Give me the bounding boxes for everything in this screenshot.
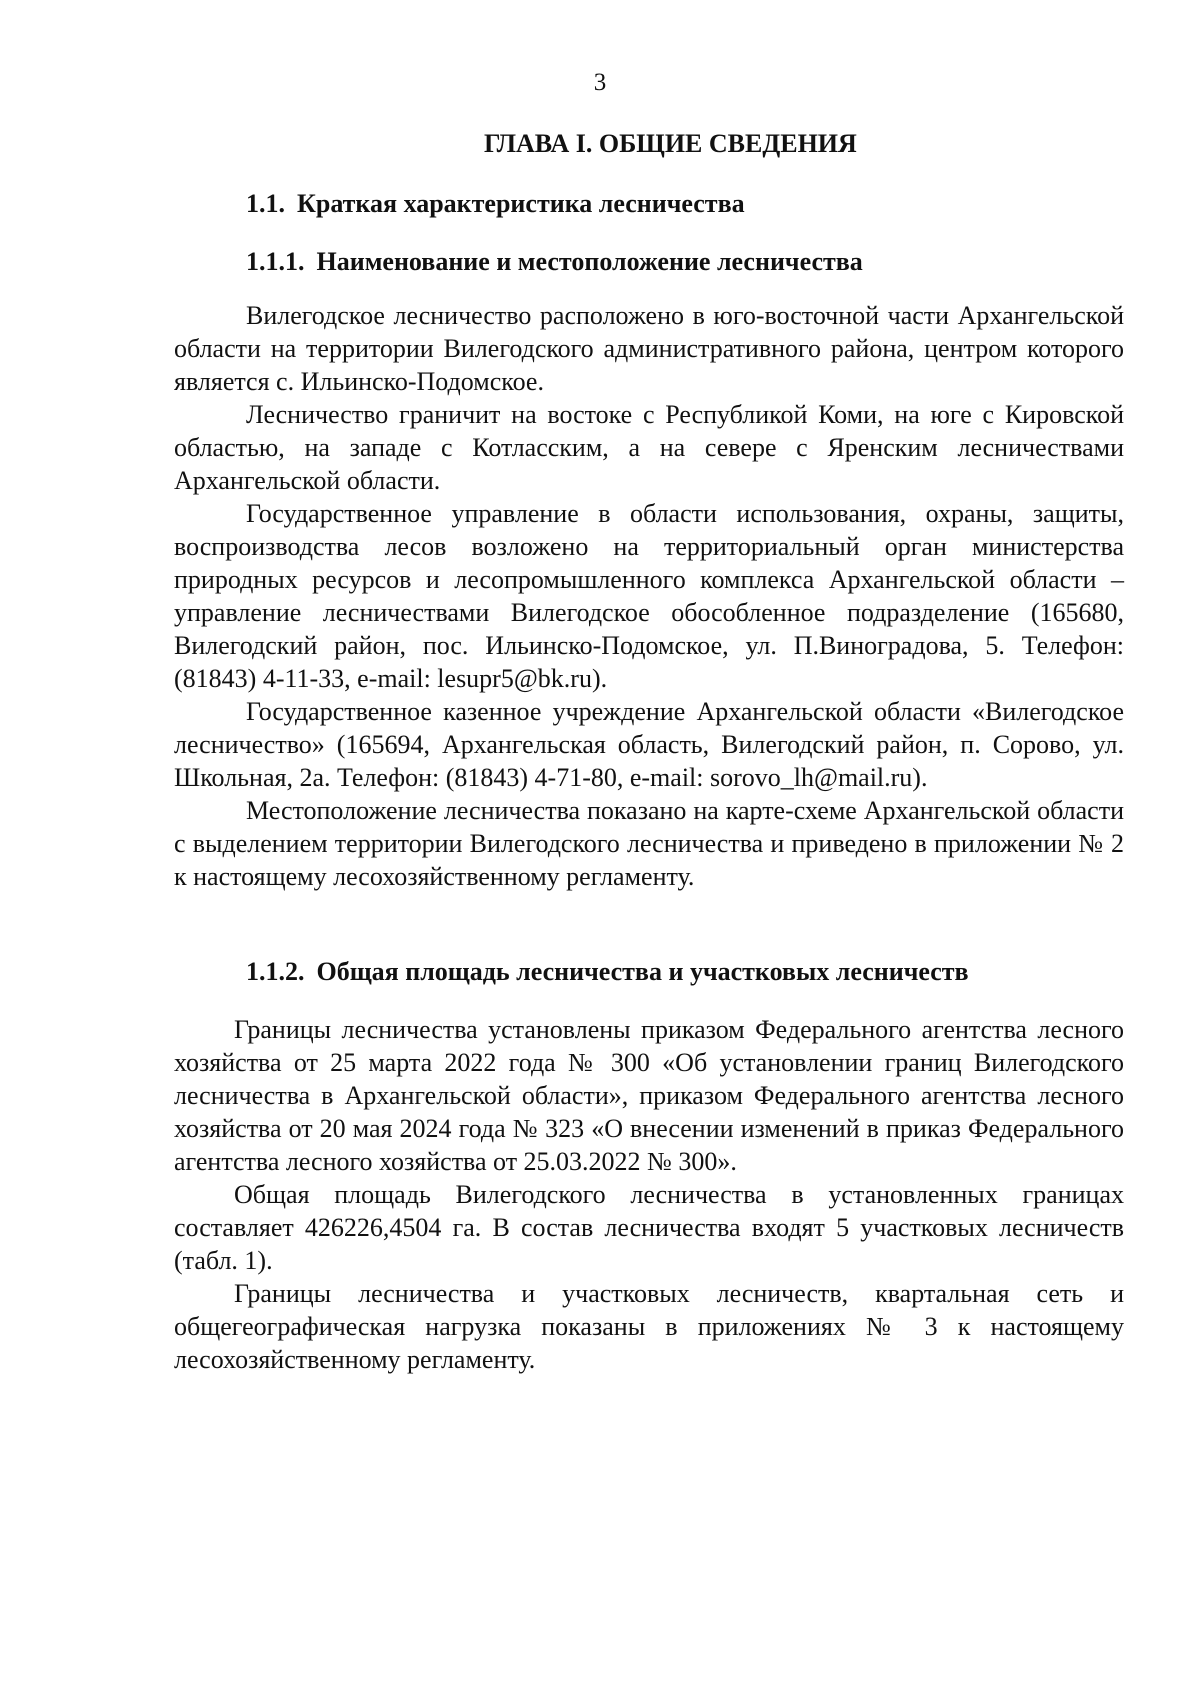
section-number: 1.1.2. bbox=[246, 957, 305, 986]
paragraph: Государственное казенное учреждение Архангельской области «Вилегодское лесничество» (165694, Архангельская область, Вилегодский район, п. Сорово, ул. Школьная, 2а. Телефон: (81843) 4-71-80, e-mail: sorovo_lh@mail.ru). bbox=[174, 697, 1124, 792]
page-content bbox=[174, 125, 1124, 1376]
section-number: 1.1. bbox=[246, 189, 285, 218]
section-1-1-1-body bbox=[174, 299, 1124, 893]
paragraph: Лесничество граничит на востоке с Республикой Коми, на юге с Кировской областью, на западе с Котласским, а на севере с Яренским лесничествами Архангельской области. bbox=[174, 400, 1124, 495]
section-title: Краткая характеристика лесничества bbox=[297, 189, 745, 218]
section-title: Общая площадь лесничества и участковых лесничеств bbox=[316, 957, 969, 986]
paragraph: Границы лесничества и участковых лесничеств, квартальная сеть и общегеографическая нагрузка показаны в приложениях № 3 к настоящему лесохозяйственному регламенту. bbox=[174, 1279, 1124, 1374]
paragraph: Границы лесничества установлены приказом Федерального агентства лесного хозяйства от 25 марта 2022 года № 300 «Об установлении границ Вилегодского лесничества в Архангельской области», приказом Федерального агентства лесного хозяйства от 20 мая 2024 года № 323 «О внесении изменений в приказ Федерального агентства лесного хозяйства от 25.03.2022 № 300». bbox=[174, 1015, 1124, 1176]
section-heading-1-1 bbox=[174, 185, 1124, 223]
section-title: Наименование и местоположение лесничества bbox=[316, 247, 863, 276]
section-heading-1-1-2 bbox=[174, 953, 1124, 991]
section-1-1-2-body bbox=[174, 1013, 1124, 1376]
page-number: 3 bbox=[593, 69, 607, 96]
paragraph: Государственное управление в области использования, охраны, защиты, воспроизводства лесов возложено на территориальный орган министерства природных ресурсов и лесопромышленного комплекса Архангельской области – управление лесничествами Вилегодское обособленное подразделение (165680, Вилегодский район, пос. Ильинско-Подомское, ул. П.Виноградова, 5. Телефон: (81843) 4-11-33, e-mail: lesupr5@bk.ru). bbox=[174, 499, 1124, 693]
chapter-title: ГЛАВА I. ОБЩИЕ СВЕДЕНИЯ bbox=[484, 129, 857, 158]
paragraph: Местоположение лесничества показано на карте-схеме Архангельской области с выделением территории Вилегодского лесничества и приведено в приложении № 2 к настоящему лесохозяйственному регламенту. bbox=[174, 796, 1124, 891]
section-number: 1.1.1. bbox=[246, 247, 305, 276]
paragraph: Общая площадь Вилегодского лесничества в установленных границах составляет 426226,4504 га. В состав лесничества входят 5 участковых лесничеств (табл. 1). bbox=[174, 1180, 1124, 1275]
section-heading-1-1-1 bbox=[174, 243, 1124, 281]
paragraph: Вилегодское лесничество расположено в юго-восточной части Архангельской области на территории Вилегодского административного района, центром которого является с. Ильинско-Подомское. bbox=[174, 301, 1124, 396]
